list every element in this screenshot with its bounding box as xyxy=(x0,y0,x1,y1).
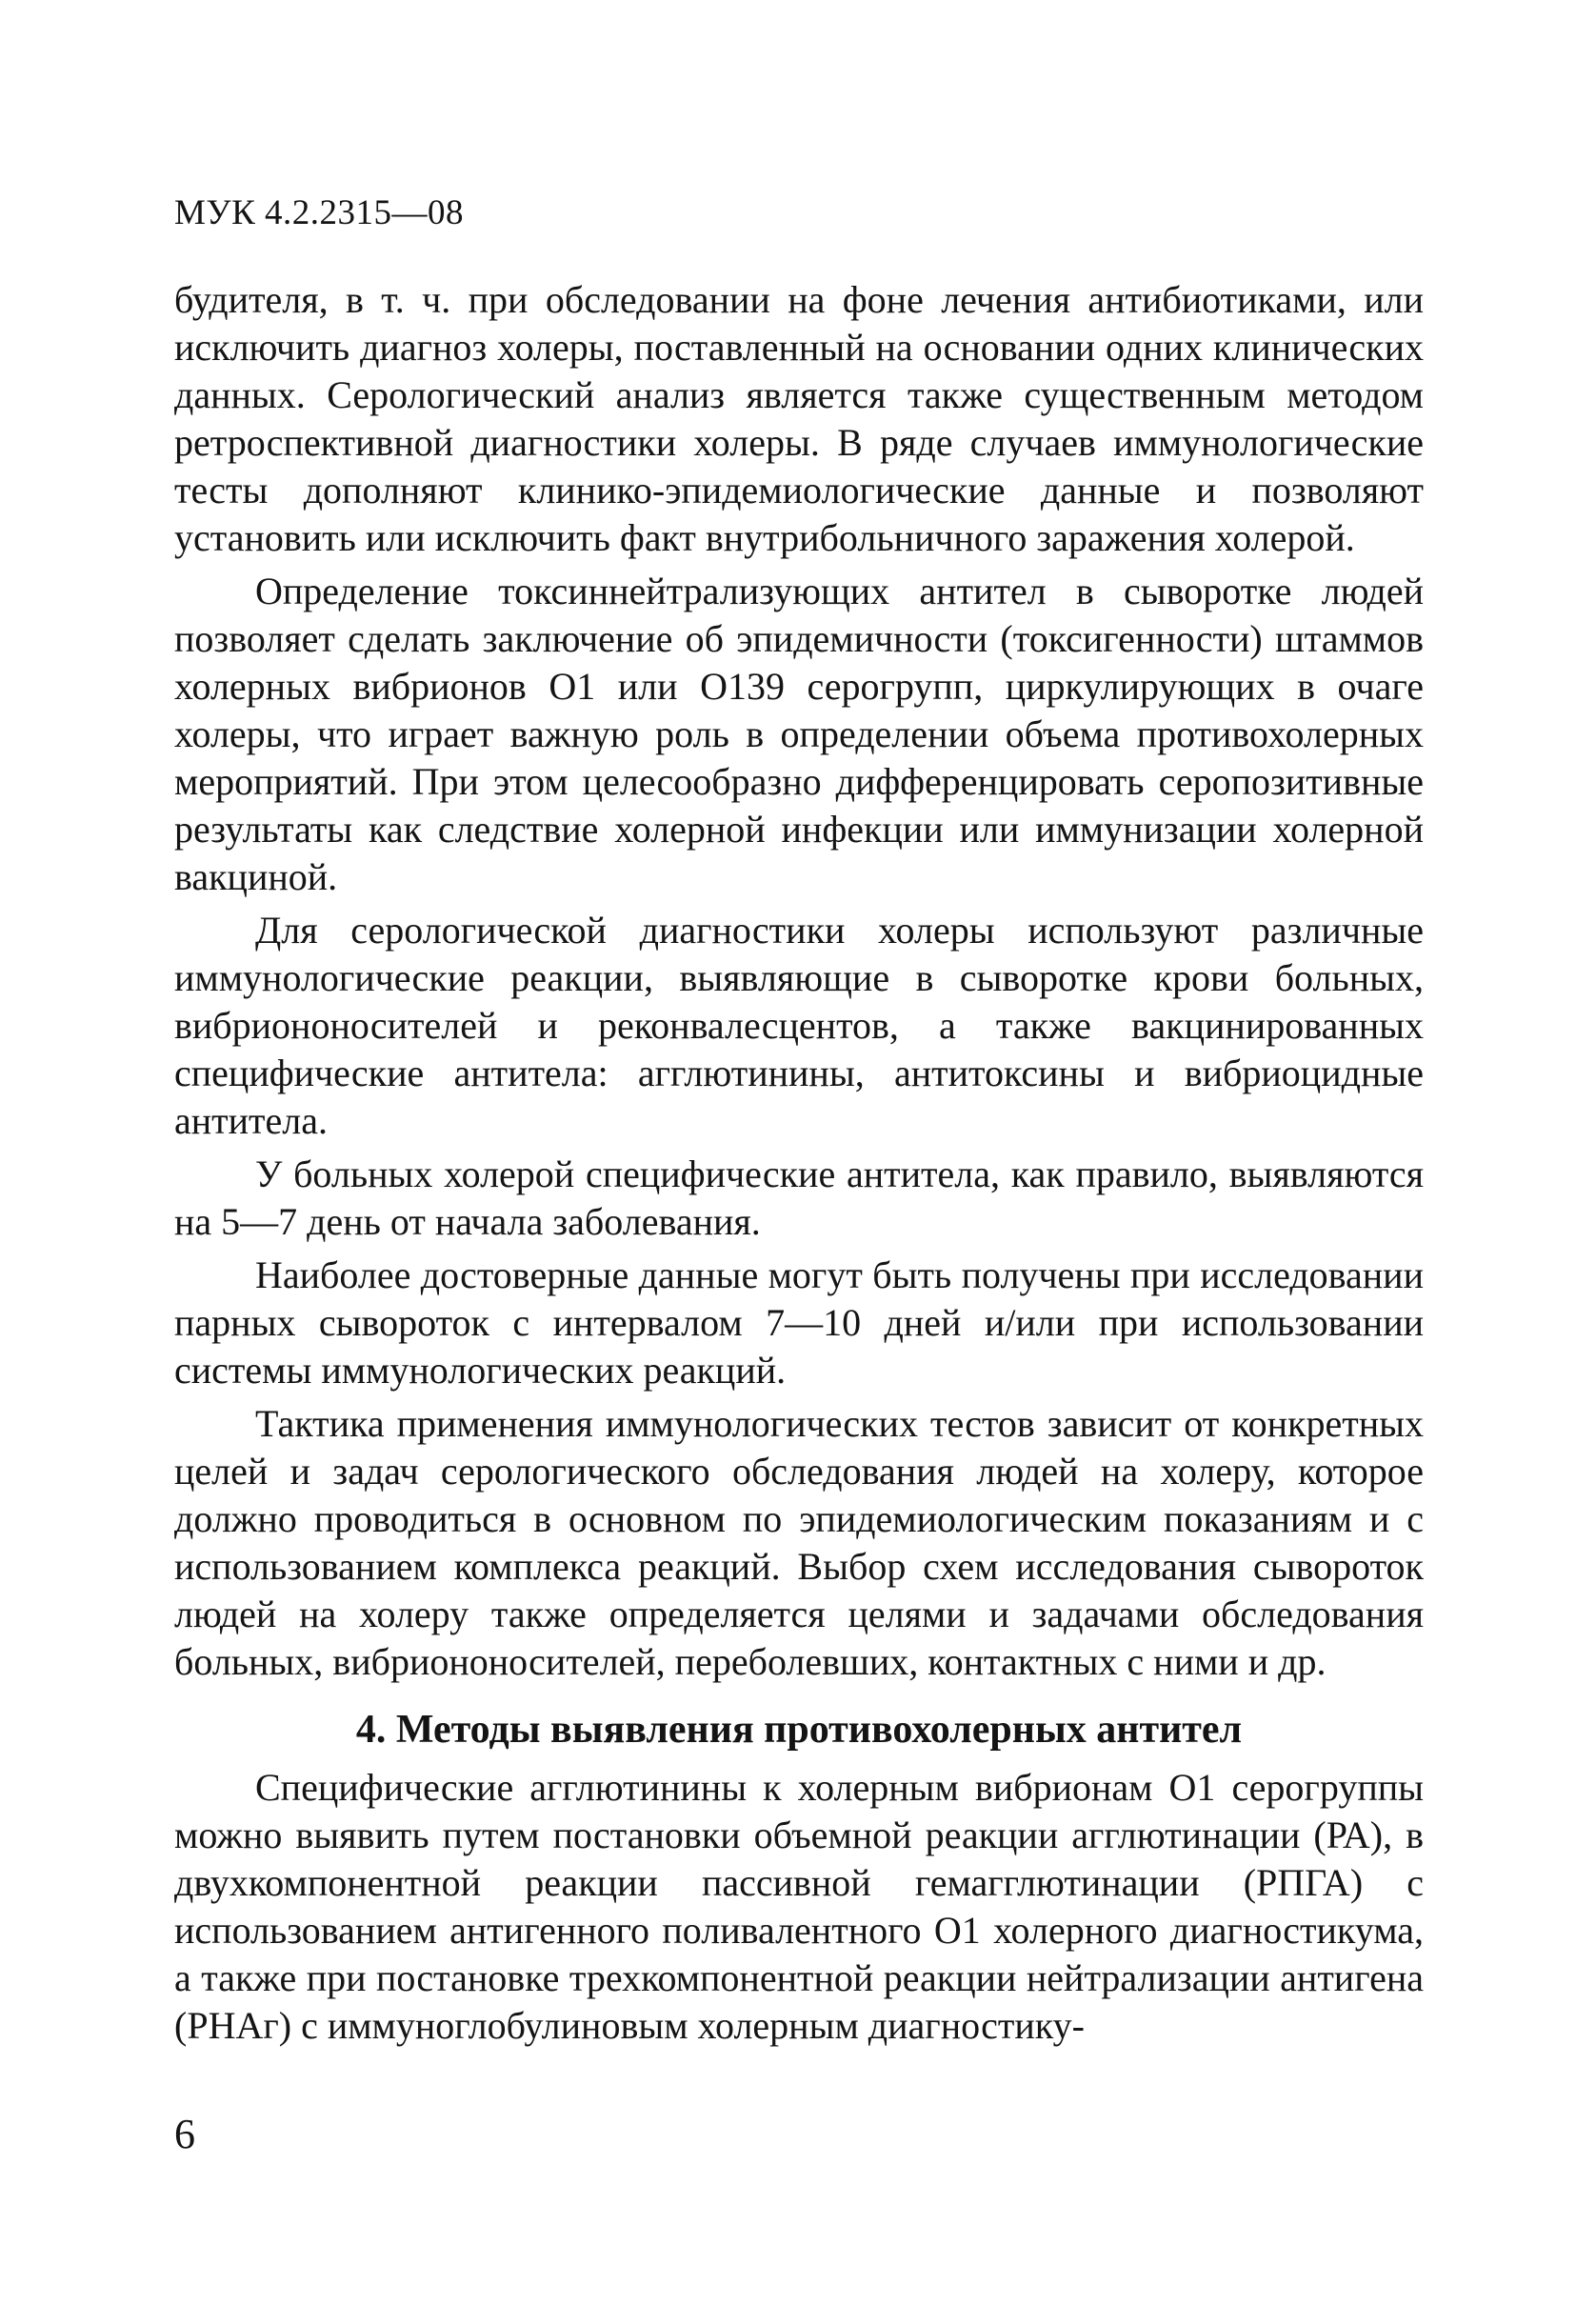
paragraph-antibody-onset: У больных холерой специфические антитела, как правило, выявляются на 5—7 день от начала заболевания. xyxy=(174,1152,1424,1243)
paragraph-paired-sera: Наиболее достоверные данные могут быть получены при исследовании парных сывороток с интервалом 7—10 дней и/или при использовании системы иммунологических реакций. xyxy=(174,1253,1424,1392)
document-code-header: МУК 4.2.2315—08 xyxy=(174,193,465,232)
paragraph-tactics: Тактика применения иммунологических тестов зависит от конкретных целей и задач серологического обследования людей на холеру, которое должно проводиться в основном по эпидемиологическим показаниям и с использованием комплекса реакций. Выбор схем исследования сывороток людей на холеру также определяется целями и задачами обследования больных, вибриононосителей, переболевших, контактных с ними и др. xyxy=(174,1402,1424,1683)
section-heading: 4. Методы выявления противохолерных антител xyxy=(355,1708,1243,1752)
paragraph-continuation: будителя, в т. ч. при обследовании на фоне лечения антибиотиками, или исключить диагноз холеры, поставленный на основании одних клинических данных. Серологический анализ является также существенным методом ретроспективной диагностики холеры. В ряде случаев иммунологические тесты дополняют клинико-эпидемиологические данные и позволяют установить или исключить факт внутрибольничного заражения холерой. xyxy=(174,278,1424,559)
paragraph-agglutinins: Специфические агглютинины к холерным вибрионам O1 серогруппы можно выявить путем постановки объемной реакции агглютинации (РА), в двухкомпонентной реакции пассивной гемагглютинации (РПГА) с использованием антигенного поливалентного O1 холерного диагностикума, а также при постановке трехкомпонентной реакции нейтрализации антигена (РНАг) с иммуноглобулиновым холерным диагностику- xyxy=(174,1766,1424,2047)
paragraph-serological-diagnostics: Для серологической диагностики холеры используют различные иммунологические реакции, выявляющие в сыворотке крови больных, вибриононосителей и реконвалесцентов, а также вакцинированных специфические антитела: агглютинины, антитоксины и вибриоцидные антитела. xyxy=(174,909,1424,1142)
paragraph-toxin-neutralizing: Определение токсиннейтрализующих антител в сыворотке людей позволяет сделать заключение об эпидемичности (токсигенности) штаммов холерных вибрионов O1 или O139 серогрупп, циркулирующих в очаге холеры, что играет важную роль в определении объема противохолерных мероприятий. При этом целесообразно дифференцировать серопозитивные результаты как следствие холерной инфекции или иммунизации холерной вакциной. xyxy=(174,570,1424,898)
document-body xyxy=(174,276,1424,2055)
page-number: 6 xyxy=(174,2111,195,2157)
